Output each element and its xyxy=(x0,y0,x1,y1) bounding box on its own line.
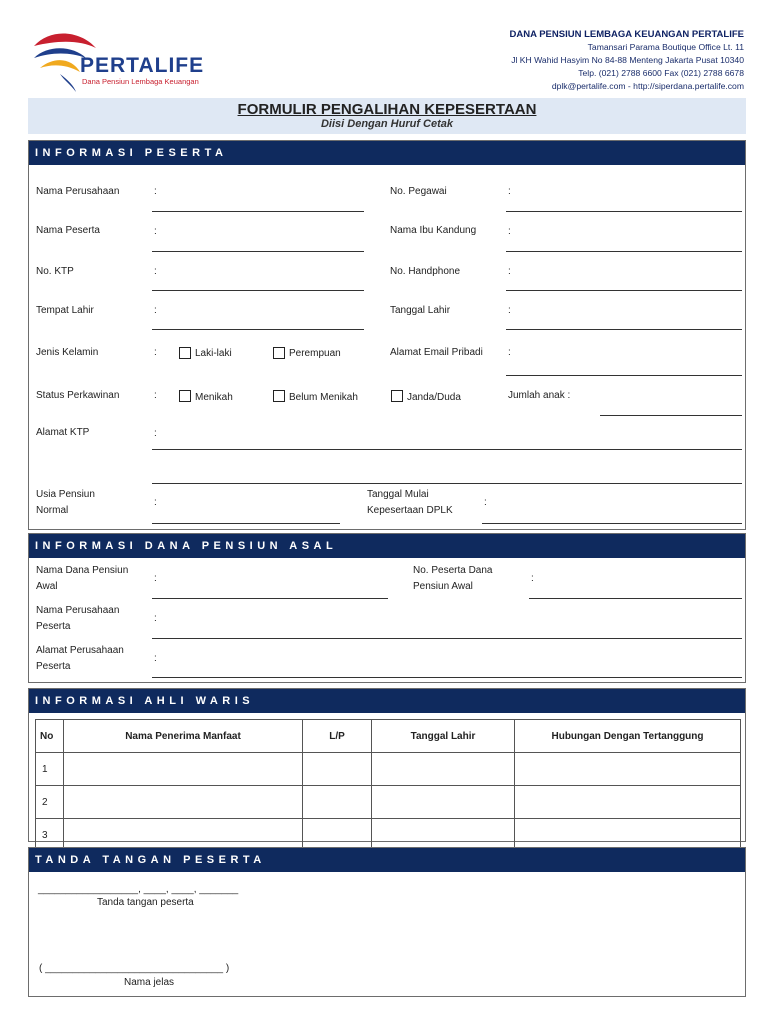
field-tanggal-lahir[interactable] xyxy=(506,329,742,330)
cell-tanggal-lahir[interactable] xyxy=(372,753,515,786)
logo-brand: PERTALIFE xyxy=(80,54,205,77)
colon: : xyxy=(508,266,511,277)
colon: : xyxy=(154,266,157,277)
section-informasi-ahli-waris xyxy=(28,688,746,842)
section-header: INFORMASI DANA PENSIUN ASAL xyxy=(29,534,745,558)
field-usia-pensiun[interactable] xyxy=(152,523,340,524)
company-phone: Telp. (021) 2788 6600 Fax (021) 2788 6678 xyxy=(578,68,744,78)
cell-nama[interactable] xyxy=(64,753,303,786)
colon: : xyxy=(154,390,157,401)
label-no-peserta-dana-2: Pensiun Awal xyxy=(413,581,473,592)
field-no-handphone[interactable] xyxy=(506,290,742,291)
colon: : xyxy=(484,497,487,508)
column-header-lp: L/P xyxy=(303,720,372,753)
label-tanggal-lahir: Tanggal Lahir xyxy=(390,305,451,316)
label-nama-perusahaan-peserta-2: Peserta xyxy=(36,621,71,632)
section-header: INFORMASI AHLI WARIS xyxy=(29,689,745,713)
colon: : xyxy=(508,347,511,358)
checkbox-laki-laki[interactable] xyxy=(179,347,191,359)
label-no-peserta-dana-1: No. Peserta Dana xyxy=(413,565,493,576)
cell-lp[interactable] xyxy=(303,786,372,819)
label-no-ktp: No. KTP xyxy=(36,266,74,277)
company-name: DANA PENSIUN LEMBAGA KEUANGAN PERTALIFE xyxy=(509,29,744,40)
colon: : xyxy=(154,573,157,584)
label-alamat-perusahaan-1: Alamat Perusahaan xyxy=(36,645,124,656)
label-perempuan: Perempuan xyxy=(289,348,341,359)
company-address-2: Jl KH Wahid Hasyim No 84-88 Menteng Jakarta Pusat 10340 xyxy=(511,55,744,65)
colon: : xyxy=(154,613,157,624)
column-header-nama: Nama Penerima Manfaat xyxy=(64,720,303,753)
colon: : xyxy=(531,573,534,584)
field-nama-peserta[interactable] xyxy=(152,251,364,252)
label-jumlah-anak: Jumlah anak : xyxy=(508,390,571,401)
label-usia-pensiun-2: Normal xyxy=(36,505,69,516)
row-number: 3 xyxy=(36,819,64,852)
label-alamat-ktp: Alamat KTP xyxy=(36,427,90,438)
company-web: dplk@pertalife.com - http://siperdana.pertalife.com xyxy=(551,81,744,91)
row-number: 2 xyxy=(36,786,64,819)
label-nama-perusahaan-peserta-1: Nama Perusahaan xyxy=(36,605,120,616)
label-nama-ibu-kandung: Nama Ibu Kandung xyxy=(390,225,477,236)
label-nama-dana-pensiun-2: Awal xyxy=(36,581,58,592)
field-no-pegawai[interactable] xyxy=(506,211,742,212)
label-laki-laki: Laki-laki xyxy=(195,348,232,359)
column-header-tanggal-lahir: Tanggal Lahir xyxy=(372,720,515,753)
section-header: INFORMASI PESERTA xyxy=(29,141,745,165)
field-jumlah-anak[interactable] xyxy=(600,415,742,416)
column-header-hubungan: Hubungan Dengan Tertanggung xyxy=(515,720,741,753)
label-tgl-mulai-1: Tanggal Mulai xyxy=(367,489,429,500)
table-row xyxy=(36,786,741,819)
colon: : xyxy=(154,347,157,358)
section-informasi-dana-pensiun xyxy=(28,533,746,683)
section-header: TANDA TANGAN PESERTA xyxy=(29,848,745,872)
label-nama-peserta: Nama Peserta xyxy=(36,225,100,236)
checkbox-belum-menikah[interactable] xyxy=(273,390,285,402)
section-informasi-peserta xyxy=(28,140,746,530)
label-status-perkawinan: Status Perkawinan xyxy=(36,390,120,401)
label-alamat-perusahaan-2: Peserta xyxy=(36,661,71,672)
cell-tanggal-lahir[interactable] xyxy=(372,786,515,819)
signature-label: Tanda tangan peserta xyxy=(97,897,194,908)
cell-lp[interactable] xyxy=(303,753,372,786)
field-tempat-lahir[interactable] xyxy=(152,329,364,330)
logo-tagline: Dana Pensiun Lembaga Keuangan xyxy=(82,77,199,86)
form-title: FORMULIR PENGALIHAN KEPESERTAAN xyxy=(237,101,537,118)
colon: : xyxy=(154,497,157,508)
pertalife-logo xyxy=(30,28,205,92)
field-nama-dana-pensiun[interactable] xyxy=(152,598,388,599)
colon: : xyxy=(508,305,511,316)
label-jenis-kelamin: Jenis Kelamin xyxy=(36,347,99,358)
label-no-pegawai: No. Pegawai xyxy=(390,186,447,197)
colon: : xyxy=(154,653,157,664)
label-janda-duda: Janda/Duda xyxy=(407,392,461,403)
label-usia-pensiun-1: Usia Pensiun xyxy=(36,489,95,500)
field-alamat-ktp-1[interactable] xyxy=(152,449,742,450)
checkbox-perempuan[interactable] xyxy=(273,347,285,359)
checkbox-menikah[interactable] xyxy=(179,390,191,402)
field-no-ktp[interactable] xyxy=(152,290,364,291)
section-tanda-tangan xyxy=(28,847,746,997)
label-no-handphone: No. Handphone xyxy=(390,266,461,277)
label-tempat-lahir: Tempat Lahir xyxy=(36,305,94,316)
field-nama-perusahaan[interactable] xyxy=(152,211,364,212)
field-nama-perusahaan-peserta[interactable] xyxy=(152,638,742,639)
checkbox-janda-duda[interactable] xyxy=(391,390,403,402)
colon: : xyxy=(508,186,511,197)
colon: : xyxy=(154,428,157,439)
full-name-line[interactable]: ( ________________________________ ) xyxy=(39,963,230,974)
field-alamat-ktp-2[interactable] xyxy=(152,483,742,484)
form-title-box xyxy=(28,98,746,134)
field-alamat-perusahaan[interactable] xyxy=(152,677,742,678)
colon: : xyxy=(154,226,157,237)
table-row xyxy=(36,753,741,786)
label-menikah: Menikah xyxy=(195,392,233,403)
label-nama-perusahaan: Nama Perusahaan xyxy=(36,186,120,197)
colon: : xyxy=(154,305,157,316)
colon: : xyxy=(154,186,157,197)
field-no-peserta-dana[interactable] xyxy=(529,598,742,599)
label-alamat-email: Alamat Email Pribadi xyxy=(390,347,483,358)
cell-nama[interactable] xyxy=(64,786,303,819)
full-name-label: Nama jelas xyxy=(124,977,175,988)
field-tgl-mulai[interactable] xyxy=(482,523,742,524)
field-alamat-email[interactable] xyxy=(506,375,742,376)
field-nama-ibu-kandung[interactable] xyxy=(506,251,742,252)
column-header-no: No xyxy=(36,720,64,753)
cell-hubungan[interactable] xyxy=(515,753,741,786)
row-number: 1 xyxy=(36,753,64,786)
ahli-waris-table xyxy=(35,719,741,852)
label-belum-menikah: Belum Menikah xyxy=(289,392,358,403)
label-tgl-mulai-2: Kepesertaan DPLK xyxy=(367,505,453,516)
cell-hubungan[interactable] xyxy=(515,786,741,819)
company-info xyxy=(509,28,744,93)
colon: : xyxy=(508,226,511,237)
label-nama-dana-pensiun-1: Nama Dana Pensiun xyxy=(36,565,129,576)
table-header-row xyxy=(36,720,741,753)
signature-date-line[interactable]: __________________, ____, ____, _______ xyxy=(38,884,239,895)
form-subtitle: Diisi Dengan Huruf Cetak xyxy=(320,118,454,130)
company-address-1: Tamansari Parama Boutique Office Lt. 11 xyxy=(587,42,744,52)
